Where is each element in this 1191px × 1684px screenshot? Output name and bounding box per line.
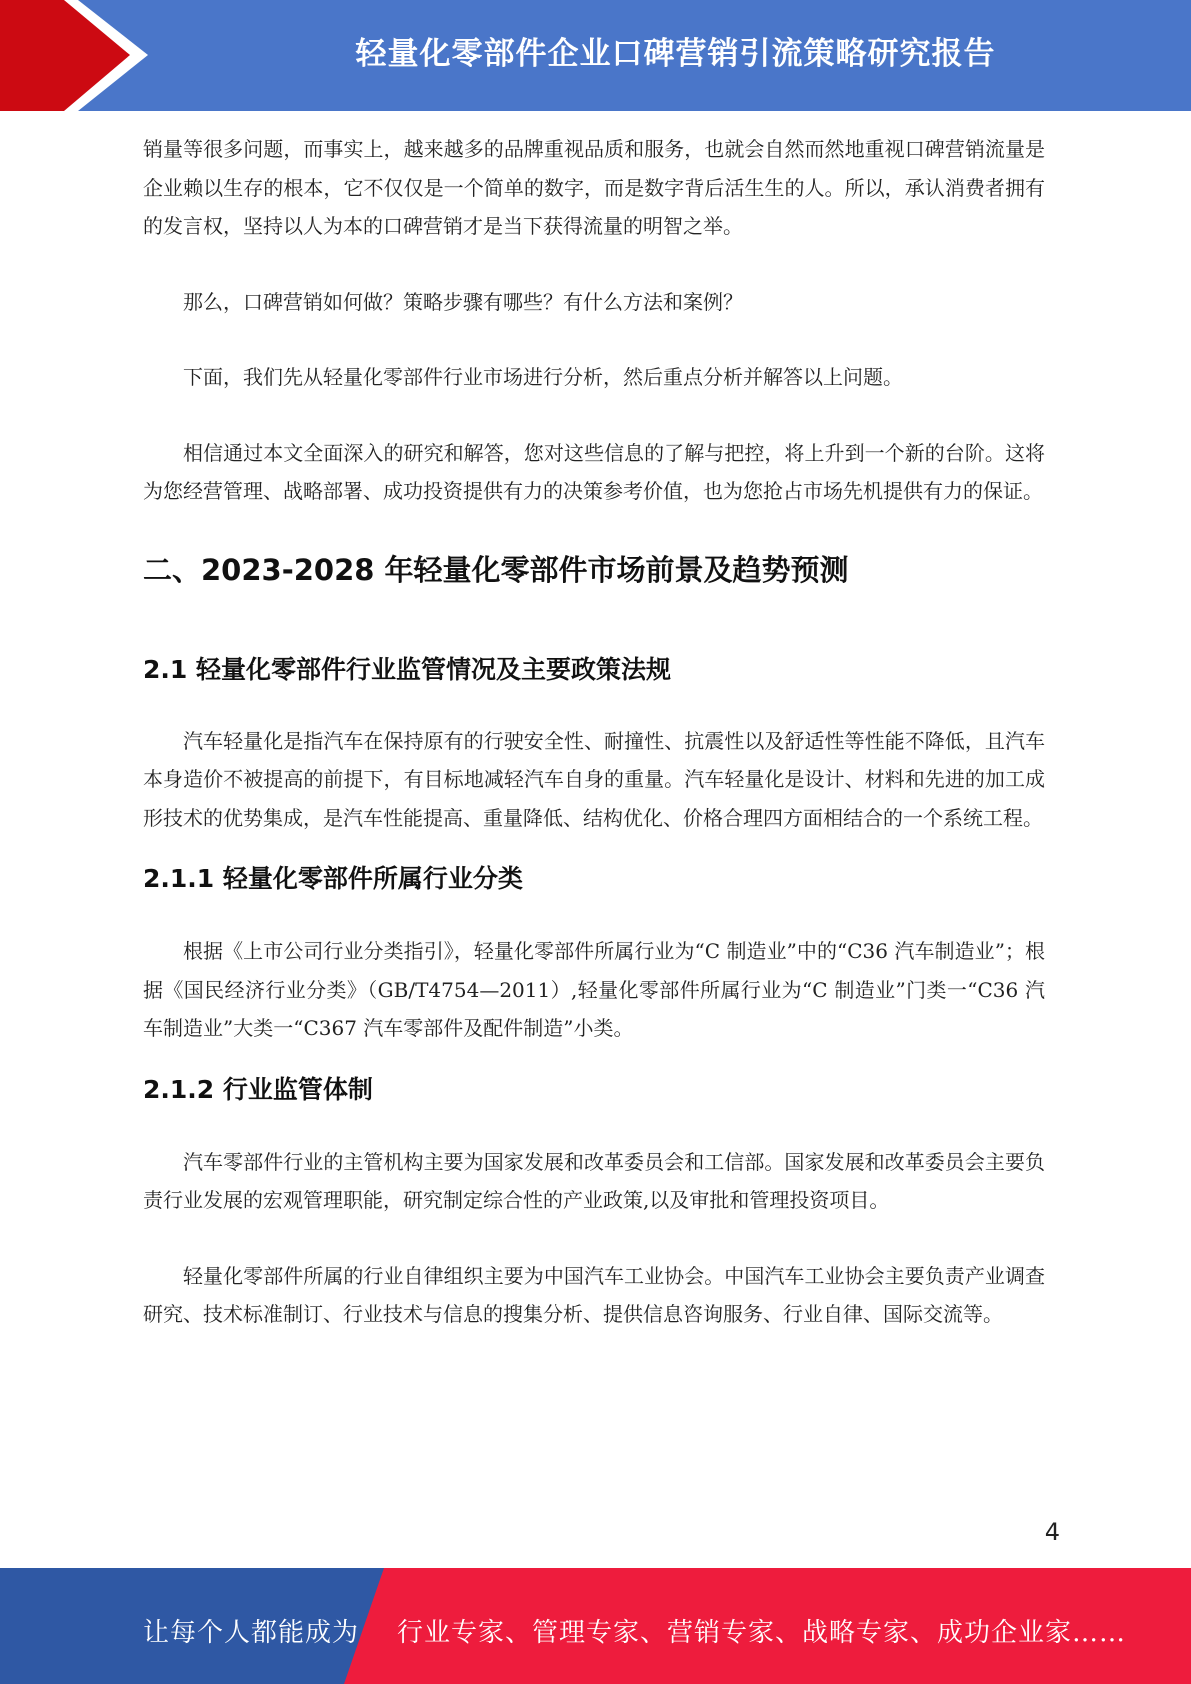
paragraph: 汽车零部件行业的主管机构主要为国家发展和改革委员会和工信部。国家发展和改革委员会主要负责行业发展的宏观管理职能，研究制定综合性的产业政策,以及审批和管理投资项目。 <box>143 1149 1045 1212</box>
footer-slogan-right: 行业专家、管理专家、营销专家、战略专家、成功企业家…… <box>397 1618 1127 1648</box>
page-header <box>0 0 1191 111</box>
paragraph: 根据《上市公司行业分类指引》，轻量化零部件所属行业为“C 制造业”中的“C36 汽车制造业”；根据《国民经济行业分类》（GB/T4754—2011）,轻量化零部件所属行业为“C 制造业”门类一“C36 汽车制造业”大类一“C367 汽车零部件及配件制造”小类。 <box>143 939 1045 1040</box>
paragraph: 汽车轻量化是指汽车在保持原有的行驶安全性、耐撞性、抗震性以及舒适性等性能不降低，且汽车本身造价不被提高的前提下，有目标地减轻汽车自身的重量。汽车轻量化是设计、材料和先进的加工成形技术的优势集成，是汽车性能提高、重量降低、结构优化、价格合理四方面相结合的一个系统工程。 <box>143 728 1045 830</box>
paragraph: 轻量化零部件所属的行业自律组织主要为中国汽车工业协会。中国汽车工业协会主要负责产业调查研究、技术标准制订、行业技术与信息的搜集分析、提供信息咨询服务、行业自律、国际交流等。 <box>143 1263 1045 1326</box>
page-footer <box>0 1568 1191 1684</box>
paragraph: 销量等很多问题，而事实上，越来越多的品牌重视品质和服务，也就会自然而然地重视口碑营销流量是企业赖以生存的根本，它不仅仅是一个简单的数字，而是数字背后活生生的人。所以，承认消费者拥有的发言权，坚持以人为本的口碑营销才是当下获得流量的明智之举。 <box>143 137 1045 238</box>
paragraph: 下面，我们先从轻量化零部件行业市场进行分析，然后重点分析并解答以上问题。 <box>183 365 903 389</box>
paragraph: 那么，口碑营销如何做？策略步骤有哪些？有什么方法和案例？ <box>183 289 743 314</box>
report-title: 轻量化零部件企业口碑营销引流策略研究报告 <box>355 36 996 72</box>
subsection-heading: 2.1 轻量化零部件行业监管情况及主要政策法规 <box>143 654 671 684</box>
subsection-heading: 2.1.2 行业监管体制 <box>143 1074 373 1104</box>
page-number: 4 <box>1044 1518 1060 1546</box>
section-heading: 二、2023-2028 年轻量化零部件市场前景及趋势预测 <box>143 552 849 587</box>
footer-slogan-left: 让每个人都能成为 <box>143 1618 360 1648</box>
subsection-heading: 2.1.1 轻量化零部件所属行业分类 <box>143 864 523 893</box>
page-content <box>143 130 1045 1371</box>
paragraph: 相信通过本文全面深入的研究和解答，您对这些信息的了解与把控，将上升到一个新的台阶。这将为您经营管理、战略部署、成功投资提供有力的决策参考价值，也为您抢占市场先机提供有力的保证。 <box>143 440 1045 503</box>
